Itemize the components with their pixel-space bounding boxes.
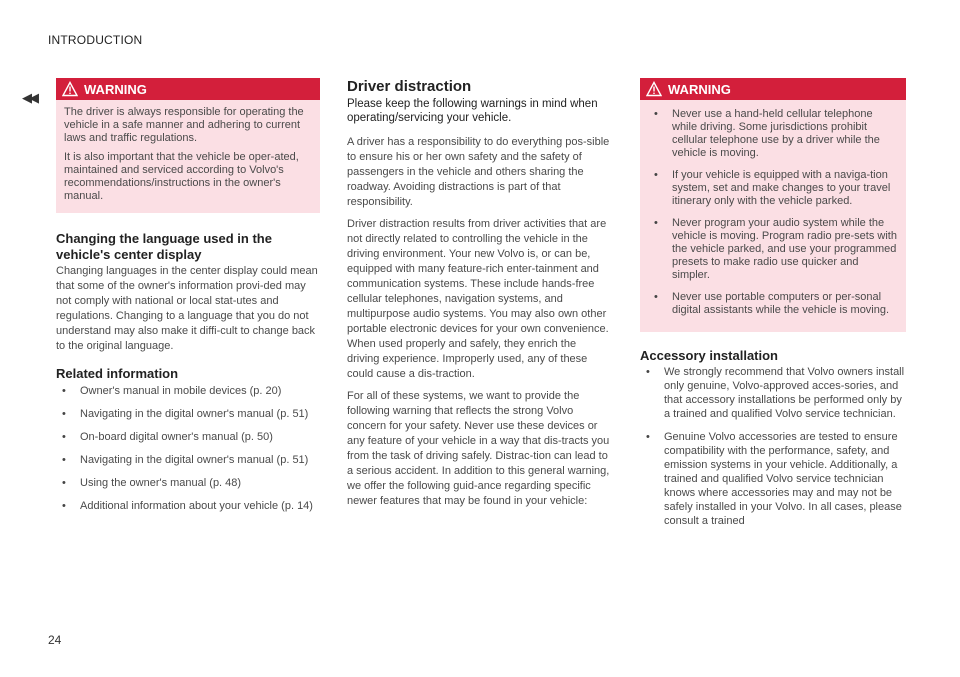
warning-item: • Never program your audio system while the vehicle is moving. Program radio pre-sets with the vehicle parked, and use your programmed presets to make radio use quicker and simpler. bbox=[648, 217, 898, 282]
warning-body bbox=[640, 100, 906, 332]
related-link[interactable]: • Navigating in the digital owner's manual (p. 51) bbox=[56, 407, 320, 421]
related-link[interactable]: • On-board digital owner's manual (p. 50) bbox=[56, 430, 320, 444]
driver-distraction-title: Driver distraction bbox=[347, 78, 472, 95]
related-info-list bbox=[56, 384, 320, 513]
column-middle bbox=[347, 78, 611, 516]
driver-distraction-lead: Please keep the following warnings in mind when operating/servicing your vehicle. bbox=[347, 98, 598, 124]
warning-body bbox=[56, 100, 320, 213]
warning-paragraph: The driver is always responsible for operating the vehicle in a safe manner and adhering to current laws and traffic regulations. bbox=[64, 106, 304, 144]
warning-triangle-icon bbox=[62, 81, 78, 97]
accessory-installation-title: Accessory installation bbox=[640, 348, 778, 363]
accessory-item: • Genuine Volvo accessories are tested to ensure compatibility with the performance, safety, and emission systems in your vehicle. Additionally, a trained and qualified Volvo service technician knows where accessories may and may not be safely installed in your Volvo. In all cases, please consult a trained bbox=[640, 430, 906, 528]
body-paragraph: For all of these systems, we want to provide the following warning that reflects the strong Volvo concern for your safety. Never use these devices or any feature of your vehicle in a way that dis-tracts you from the task of driving safely. Distrac-tion can lead to a serious accident. In addition to this general warning, we offer the following guid-ance regarding specific newer features that may be found in your vehicle: bbox=[347, 390, 610, 507]
warning-paragraph: It is also important that the vehicle be oper-ated, maintained and serviced according to Volvo's recommendations/instructions in the owner's manual. bbox=[64, 151, 299, 202]
related-link[interactable]: • Using the owner's manual (p. 48) bbox=[56, 476, 320, 490]
page-header: INTRODUCTION bbox=[48, 33, 143, 47]
related-link[interactable]: • Navigating in the digital owner's manual (p. 51) bbox=[56, 453, 320, 467]
warning-header bbox=[640, 78, 906, 100]
related-info-title: Related information bbox=[56, 366, 179, 381]
section-body-language: Changing languages in the center display could mean that some of the owner's information provi-ded may not comply with national or local stat-utes and regulations. Changing to a language that you do not understand may also make it diffi-cult to change back to the original language. bbox=[56, 265, 318, 352]
warning-header bbox=[56, 78, 320, 100]
warning-item: • Never use portable computers or per-sonal digital assistants while the vehicle is moving. bbox=[648, 291, 898, 317]
warning-title: WARNING bbox=[668, 81, 731, 97]
body-paragraph: Driver distraction results from driver activities that are not directly related to controlling the vehicle in the driving environment. Your new Volvo is, or can be, equipped with many feature-rich enter-tainment and communication systems. These include hands-free cellular telephones, navigation systems, and multipurpose audio systems. You may also own other portable electronic devices for your own convenience. When used properly and safely, they enrich the driving experience. Improperly used, any of these could cause a dis-traction. bbox=[347, 218, 609, 380]
related-link[interactable]: • Owner's manual in mobile devices (p. 20) bbox=[56, 384, 320, 398]
column-left bbox=[56, 78, 320, 522]
warning-triangle-icon bbox=[646, 81, 662, 97]
accessory-item: • We strongly recommend that Volvo owners install only genuine, Volvo-approved acces-sories, and that accessory installations be performed only by a trained and qualified Volvo service technician. bbox=[640, 365, 906, 421]
body-paragraph: A driver has a responsibility to do everything pos-sible to ensure his or her own safety and the safety of passengers in the vehicle and others sharing the roadway. Avoiding distractions is part of that responsibility. bbox=[347, 136, 610, 208]
warning-title: WARNING bbox=[84, 81, 147, 97]
page-number: 24 bbox=[48, 633, 62, 647]
column-right bbox=[640, 78, 906, 537]
warning-item: • Never use a hand-held cellular telephone while driving. Some jurisdictions prohibit cellular telephone use by a driver while the vehicle is moving. bbox=[648, 108, 898, 160]
accessory-list bbox=[640, 365, 906, 528]
related-link[interactable]: • Additional information about your vehicle (p. 14) bbox=[56, 499, 320, 513]
warning-list bbox=[648, 108, 898, 317]
back-arrows-icon[interactable]: ◀◀ bbox=[22, 90, 36, 105]
warning-item: • If your vehicle is equipped with a naviga-tion system, set and make changes to your travel itinerary only with the vehicle parked. bbox=[648, 169, 898, 208]
section-title-language: Changing the language used in the vehicle's center display bbox=[56, 231, 272, 262]
